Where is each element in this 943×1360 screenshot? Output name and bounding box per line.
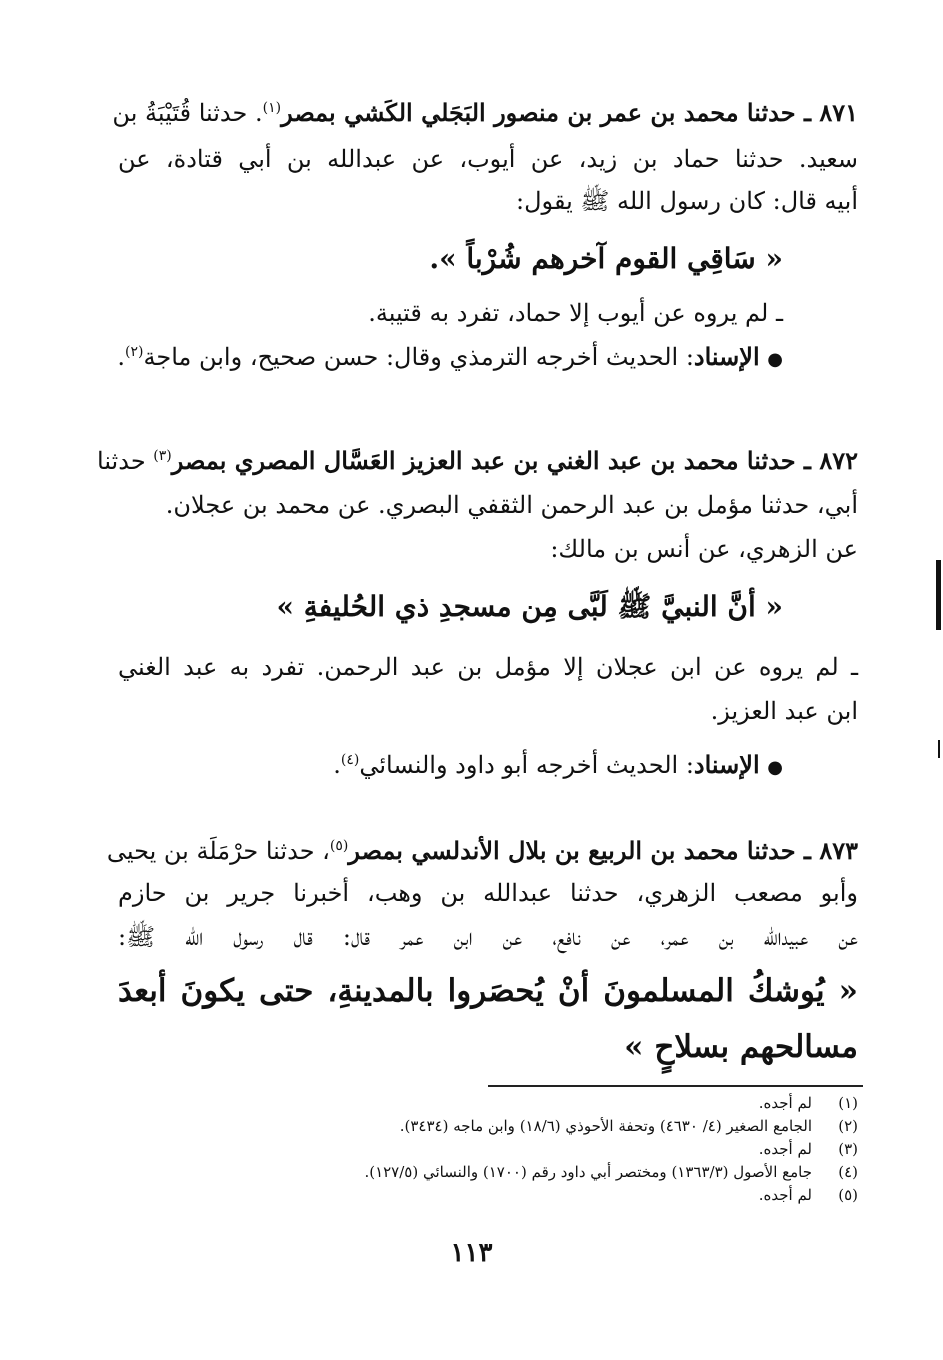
hadith-872-line-2: أبي، حدثنا مؤمل بن عبد الرحمن الثقفي البصري. عن محمد بن عجلان. xyxy=(165,491,858,519)
footnote-ref-4: (٤) xyxy=(340,752,360,768)
isnad-text: : الحديث أخرجه أبو داود والنسائي xyxy=(359,751,694,779)
footnote-5 xyxy=(78,1184,858,1207)
hadith-871-quote: « سَاقِي القوم آخرهم شُرْباً ». xyxy=(429,242,783,275)
footnote-text: الجامع الصغير (٤/ ٤٦٣٠) وتحفة الأحوذي (١٨/٦) وابن ماجه (٣٤٣٤). xyxy=(399,1117,812,1135)
footnote-ref-5: (٥) xyxy=(329,838,349,854)
footnote-2 xyxy=(78,1115,858,1138)
footnote-text: لم أجده. xyxy=(758,1186,812,1204)
hadith-872-note-2: ابن عبد العزيز. xyxy=(710,697,858,725)
footnote-text: لم أجده. xyxy=(758,1140,812,1158)
footnote-4 xyxy=(78,1161,858,1184)
footnote-ref-3: (٣) xyxy=(153,448,172,464)
footnote-number: (١) xyxy=(838,1094,858,1112)
footnote-text: لم أجده. xyxy=(758,1094,812,1112)
footnote-3 xyxy=(78,1138,858,1161)
footnote-separator xyxy=(488,1085,863,1087)
hadith-871-line-2: سعيد. حدثنا حماد بن زيد، عن أيوب، عن عبدالله بن أبي قتادة، عن xyxy=(118,145,858,173)
page-number: ١١٣ xyxy=(450,1238,493,1268)
hadith-872-quote: « أنَّ النبيَّ ﷺ لَبَّى مِن مسجدِ ذي الحُليفةِ » xyxy=(276,590,783,623)
scan-edge-mark xyxy=(938,740,940,758)
hadith-873-line-2: وأبو مصعب الزهري، حدثنا عبدالله بن وهب، أخبرنا جرير بن حازم xyxy=(118,879,858,907)
footnote-number: (٢) xyxy=(838,1117,858,1135)
hadith-871-line-3: أبيه قال: كان رسول الله ﷺ يقول: xyxy=(516,187,858,215)
isnad-label: الإسناد xyxy=(693,750,760,779)
hadith-871-note: ـ لم يروه عن أيوب إلا حماد، تفرد به قتيبة. xyxy=(368,299,783,327)
hadith-871-heading: ٨٧١ ـ حدثنا محمد بن عمر بن منصور البَجَلي الكَشي بمصر xyxy=(281,98,858,127)
isnad-end: . xyxy=(117,343,126,371)
footnote-text: جامع الأصول (١٣٦٣/٣) ومختصر أبي داود رقم (١٧٠٠) والنسائي (١٢٧/٥). xyxy=(364,1163,812,1181)
footnote-ref-1: (١) xyxy=(262,100,282,116)
footnote-number: (٥) xyxy=(838,1186,858,1204)
hadith-872-line-3: عن الزهري، عن أنس بن مالك: xyxy=(550,535,858,563)
isnad-label: الإسناد xyxy=(693,342,760,371)
scan-edge-mark xyxy=(936,560,941,630)
hadith-873-heading: ٨٧٣ ـ حدثنا محمد بن الربيع بن بلال الأندلسي بمصر xyxy=(348,836,858,865)
footnote-1 xyxy=(78,1092,858,1115)
hadith-871-isnad xyxy=(118,336,783,381)
footnote-ref-2: (٢) xyxy=(125,344,144,360)
hadith-873-quote-1: « يُوشكُ المسلمونَ أنْ يُحصَروا بالمدينةِ، حتى يكونَ أبعدَ xyxy=(118,973,858,1009)
footnote-number: (٤) xyxy=(838,1163,858,1181)
hadith-871-line-1 xyxy=(112,92,858,134)
hadith-871-line-1-end: . حدثنا قُتَيْبَةُ بن xyxy=(112,99,263,127)
hadith-872-isnad xyxy=(118,744,783,789)
isnad-text: : الحديث أخرجه الترمذي وقال: حسن صحيح، وابن ماجة xyxy=(143,343,694,371)
hadith-873-quote-2: مسالحهم بسلاحٍ » xyxy=(624,1029,858,1065)
bullet-icon: ● xyxy=(767,349,783,370)
bullet-icon: ● xyxy=(767,757,783,778)
hadith-873-line-3: عن عبيدالله بن عمر، عن نافع، عن ابن عمر قال: قال رسول الله ﷺ: xyxy=(118,923,858,951)
hadith-873-line-1 xyxy=(106,830,858,872)
footnote-number: (٣) xyxy=(838,1140,858,1158)
hadith-872-heading: ٨٧٢ ـ حدثنا محمد بن عبد الغني بن عبد العزيز العَسَّال المصري بمصر xyxy=(171,446,858,475)
hadith-872-line-1-end: حدثنا xyxy=(97,447,154,475)
hadith-873-line-1-end: ، حدثنا حرْمَلَة بن يحيى xyxy=(106,837,330,865)
hadith-872-line-1 xyxy=(97,440,858,482)
isnad-end: . xyxy=(333,751,341,779)
hadith-872-note-1: ـ لم يروه عن ابن عجلان إلا مؤمل بن عبد الرحمن. تفرد به عبد الغني xyxy=(118,653,858,681)
